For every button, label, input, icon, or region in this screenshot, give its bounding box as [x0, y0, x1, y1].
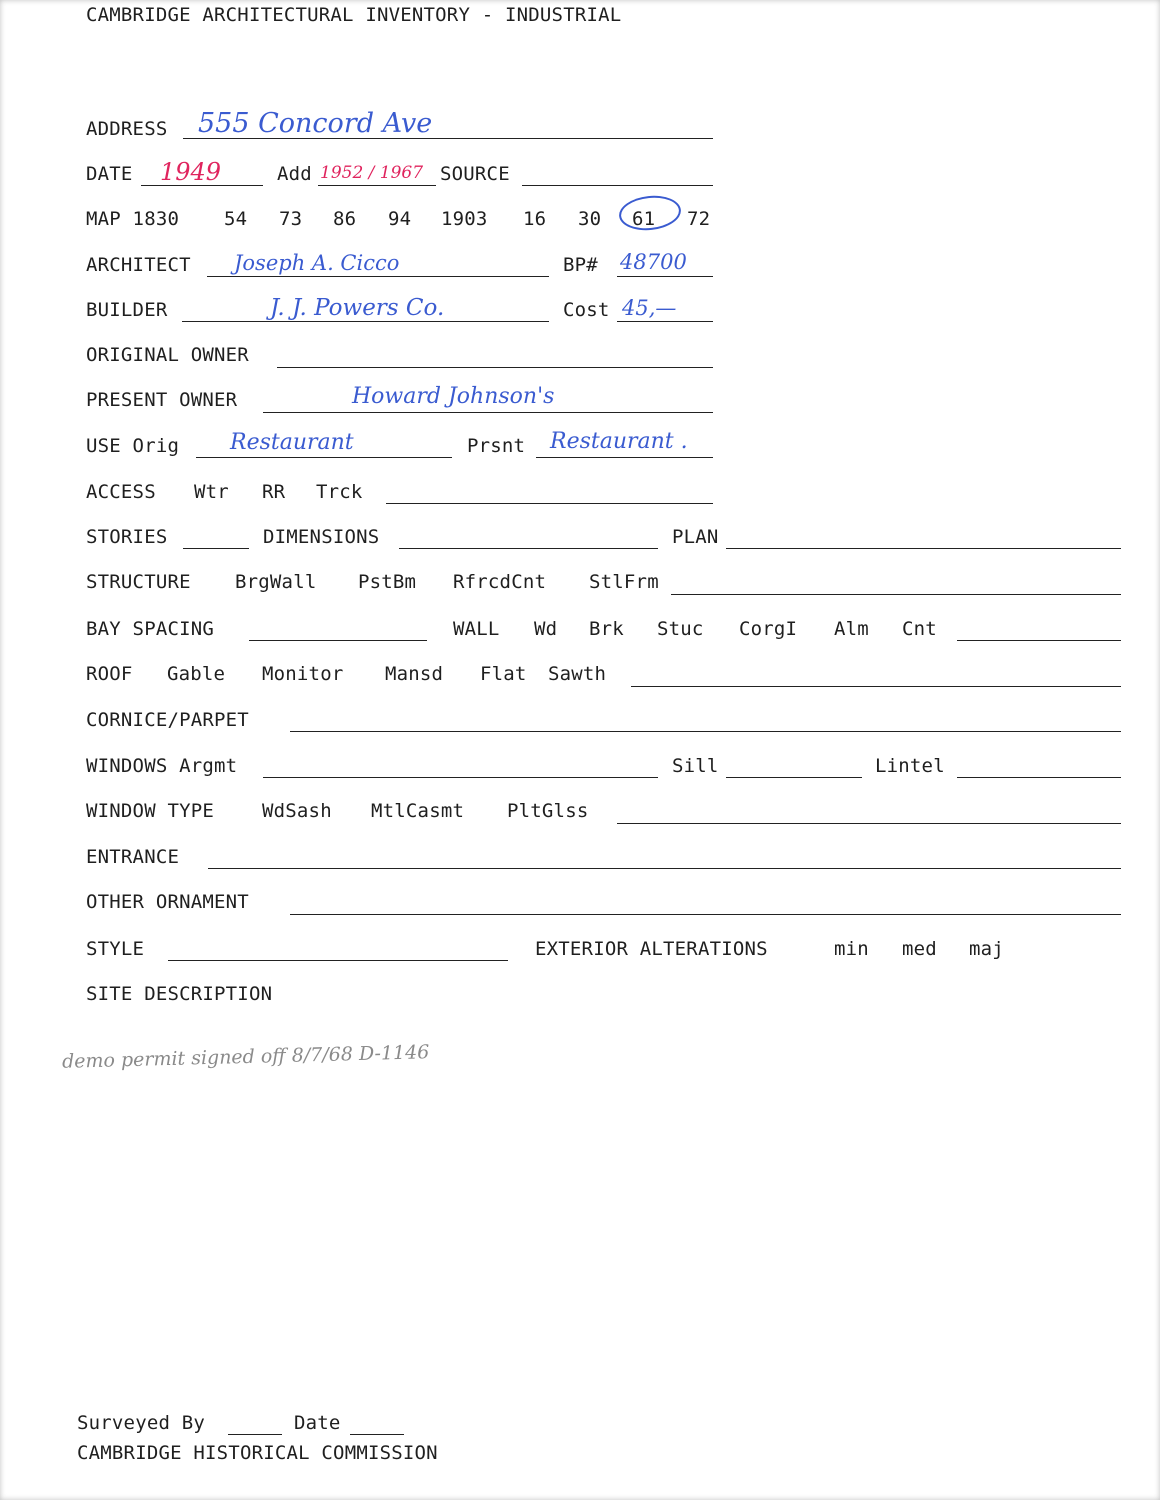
builder-value: J. J. Powers Co.	[270, 295, 445, 321]
map-86: 86	[333, 208, 357, 230]
present-owner-value: Howard Johnson's	[352, 384, 555, 409]
map-61-circle-mark	[617, 193, 682, 233]
address-label: ADDRESS	[86, 118, 168, 140]
structure-option-stlfrm: StlFrm	[589, 571, 659, 593]
source-label: SOURCE	[440, 163, 510, 185]
wall-option-alm: Alm	[834, 618, 869, 640]
source-line	[522, 185, 713, 186]
present-owner-label: PRESENT OWNER	[86, 389, 238, 411]
use-orig-line	[196, 457, 452, 458]
window-type-label: WINDOW TYPE	[86, 800, 215, 822]
roof-option-gable: Gable	[167, 663, 226, 685]
roof-line	[631, 686, 1121, 687]
map-16: 16	[523, 208, 547, 230]
wall-option-cnt: Cnt	[902, 618, 937, 640]
bp-label: BP#	[563, 254, 598, 276]
cornice-label: CORNICE/PARPET	[86, 709, 249, 731]
roof-option-monitor: Monitor	[262, 663, 344, 685]
form-title: CAMBRIDGE ARCHITECTURAL INVENTORY - INDUSTRIAL	[86, 4, 622, 26]
plan-line	[726, 548, 1121, 549]
commission-name: CAMBRIDGE HISTORICAL COMMISSION	[77, 1442, 438, 1464]
exterior-option-min: min	[834, 938, 869, 960]
structure-label: STRUCTURE	[86, 571, 191, 593]
address-value: 555 Concord Ave	[198, 108, 433, 139]
cost-label: Cost	[563, 299, 610, 321]
site-description-label: SITE DESCRIPTION	[86, 983, 273, 1005]
surveyed-by-line	[228, 1434, 282, 1435]
original-owner-line	[277, 367, 713, 368]
exterior-option-maj: maj	[969, 938, 1004, 960]
architect-label: ARCHITECT	[86, 254, 191, 276]
exterior-option-med: med	[902, 938, 937, 960]
map-73: 73	[279, 208, 303, 230]
prsnt-line	[536, 457, 713, 458]
lintel-line	[957, 777, 1121, 778]
windows-argmt-label: WINDOWS Argmt	[86, 755, 238, 777]
map-30: 30	[578, 208, 602, 230]
architect-value: Joseph A. Cicco	[234, 251, 400, 275]
wall-option-wd: Wd	[534, 618, 558, 640]
prsnt-value: Restaurant .	[550, 429, 688, 454]
cost-line	[617, 321, 713, 322]
dimensions-label: DIMENSIONS	[263, 526, 380, 548]
other-ornament-label: OTHER ORNAMENT	[86, 891, 249, 913]
roof-label: ROOF	[86, 663, 133, 685]
sill-label: Sill	[672, 755, 719, 777]
date-label: DATE	[86, 163, 133, 185]
access-option-trck: Trck	[316, 481, 363, 503]
window-type-wdsash: WdSash	[262, 800, 332, 822]
structure-option-pstbm: PstBm	[358, 571, 417, 593]
wall-label: WALL	[453, 618, 500, 640]
map-54: 54	[224, 208, 248, 230]
map-72: 72	[687, 208, 711, 230]
wall-line	[957, 640, 1121, 641]
roof-option-mansd: Mansd	[385, 663, 444, 685]
add-value: 1952 / 1967	[320, 163, 424, 183]
builder-line	[182, 321, 549, 322]
other-ornament-line	[290, 914, 1121, 915]
bp-value: 48700	[620, 250, 687, 274]
survey-date-line	[350, 1434, 404, 1435]
entrance-line	[208, 868, 1121, 869]
structure-option-brgwall: BrgWall	[235, 571, 317, 593]
access-label: ACCESS	[86, 481, 156, 503]
add-line	[318, 185, 436, 186]
window-type-mtlcasmt: MtlCasmt	[371, 800, 465, 822]
cornice-line	[290, 731, 1121, 732]
survey-date-label: Date	[294, 1412, 341, 1434]
use-orig-value: Restaurant	[230, 430, 354, 455]
map-1830: MAP 1830	[86, 208, 180, 230]
roof-option-flat: Flat	[480, 663, 527, 685]
structure-line	[671, 594, 1121, 595]
windows-argmt-line	[263, 777, 658, 778]
access-option-rr: RR	[262, 481, 286, 503]
roof-option-sawth: Sawth	[548, 663, 607, 685]
surveyed-by-label: Surveyed By	[77, 1412, 206, 1434]
access-option-wtr: Wtr	[194, 481, 229, 503]
structure-option-rfrcdcnt: RfrcdCnt	[453, 571, 547, 593]
access-line	[386, 503, 713, 504]
entrance-label: ENTRANCE	[86, 846, 180, 868]
dimensions-line	[399, 548, 658, 549]
style-label: STYLE	[86, 938, 145, 960]
wall-option-stuc: Stuc	[657, 618, 704, 640]
window-type-line	[617, 823, 1121, 824]
wall-option-corgi: CorgI	[739, 618, 798, 640]
sill-line	[726, 777, 862, 778]
window-type-pltglss: PltGlss	[507, 800, 589, 822]
prsnt-label: Prsnt	[467, 435, 526, 457]
exterior-alterations-label: EXTERIOR ALTERATIONS	[535, 938, 768, 960]
site-note-pencil: demo permit signed off 8/7/68 D-1146	[61, 1041, 430, 1073]
use-orig-label: USE Orig	[86, 435, 180, 457]
map-61: 61	[632, 208, 656, 230]
builder-label: BUILDER	[86, 299, 168, 321]
stories-line	[183, 548, 249, 549]
bp-line	[617, 276, 713, 277]
map-94: 94	[388, 208, 412, 230]
map-1903: 1903	[441, 208, 488, 230]
bay-spacing-line	[249, 640, 427, 641]
lintel-label: Lintel	[875, 755, 945, 777]
wall-option-brk: Brk	[589, 618, 624, 640]
present-owner-line	[263, 412, 713, 413]
original-owner-label: ORIGINAL OWNER	[86, 344, 249, 366]
style-line	[168, 960, 508, 961]
architect-line	[207, 276, 549, 277]
cost-value: 45,—	[622, 296, 677, 320]
bay-spacing-label: BAY SPACING	[86, 618, 215, 640]
date-value: 1949	[160, 158, 222, 186]
add-label: Add	[277, 163, 312, 185]
plan-label: PLAN	[672, 526, 719, 548]
stories-label: STORIES	[86, 526, 168, 548]
